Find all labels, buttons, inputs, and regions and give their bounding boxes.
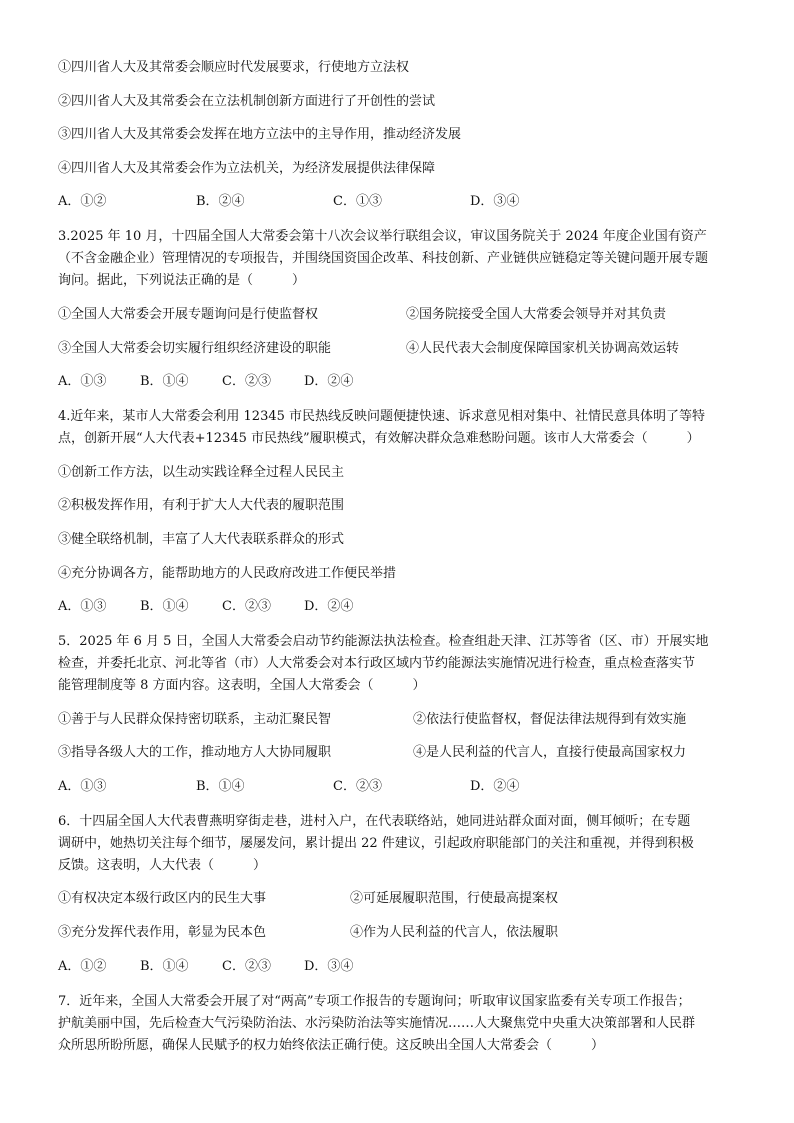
q6-option-4: ④作为人民利益的代言人，依法履职 <box>350 925 559 940</box>
q3-option-2: ②国务院接受全国人大常委会领导并对其负责 <box>406 307 667 322</box>
q2-answer-a: A．①② <box>58 194 107 209</box>
q5-answer-b: B．①④ <box>196 779 245 794</box>
q3-stem-line-1: 3.2025 年 10 月，十四届全国人大常委会第十八次会议举行联组会议，审议国务院关于 2024 年度企业国有资产 <box>58 229 707 244</box>
q2-answer-c: C．①③ <box>333 194 382 209</box>
q3-answer-d: D．②④ <box>304 374 354 389</box>
q3-stem-line-3: 询问。据此，下列说法正确的是（ ） <box>58 273 306 288</box>
q6-option-2: ②可延展履职范围，行使最高提案权 <box>350 891 559 906</box>
q3-answer-a: A．①③ <box>58 374 107 389</box>
q6-stem-line-1: 6．十四届全国人大代表曹燕明穿街走巷，进村入户，在代表联络站，她同进站群众面对面，侧耳倾听；在专题 <box>58 814 691 829</box>
q2-option-4: ④四川省人大及其常委会作为立法机关，为经济发展提供法律保障 <box>58 161 436 176</box>
q7-stem-line-3: 众所思所盼所愿，确保人民赋予的权力始终依法正确行使。这反映出全国人大常委会（ ） <box>58 1038 605 1053</box>
q4-stem-line-1: 4.近年来，某市人大常委会利用 12345 市民热线反映问题便捷快速、诉求意见相对集中、社情民意具体明了等特 <box>58 409 706 424</box>
q5-option-2: ②依法行使监督权，督促法律法规得到有效实施 <box>413 712 687 727</box>
q3-stem-line-2: （不含金融企业）管理情况的专项报告，并围绕国资国企改革、科技创新、产业链供应链稳定等关键问题开展专题 <box>58 251 709 266</box>
q6-stem-line-2: 调研中，她热切关注每个细节，屡屡发问，累计提出 22 件建议，引起政府职能部门的关注和重视，并得到积极 <box>58 836 694 851</box>
q5-option-3: ③指导各级人大的工作，推动地方人大协同履职 <box>58 745 332 760</box>
q3-option-1: ①全国人大常委会开展专题询问是行使监督权 <box>58 307 319 322</box>
q4-stem-line-2: 点，创新开展“人大代表+12345 市民热线”履职模式，有效解决群众急难愁盼问题。该市人大常委会（ ） <box>58 431 700 446</box>
q2-answer-d: D．③④ <box>470 194 520 209</box>
q6-answer-d: D．③④ <box>304 959 354 974</box>
q5-option-1: ①善于与人民群众保持密切联系，主动汇聚民智 <box>58 712 332 727</box>
q6-answer-c: C．②③ <box>222 959 271 974</box>
q4-option-2: ②积极发挥作用，有利于扩大人大代表的履职范围 <box>58 498 345 513</box>
q6-answer-a: A．①② <box>58 959 107 974</box>
q5-option-4: ④是人民利益的代言人，直接行使最高国家权力 <box>413 745 687 760</box>
q5-answer-c: C．②③ <box>333 779 382 794</box>
q6-option-1: ①有权决定本级行政区内的民生大事 <box>58 891 267 906</box>
q3-answer-b: B．①④ <box>140 374 189 389</box>
q6-stem-line-3: 反馈。这表明，人大代表（ ） <box>58 858 267 873</box>
q5-answer-d: D．②④ <box>470 779 520 794</box>
q3-option-4: ④人民代表大会制度保障国家机关协调高效运转 <box>406 341 680 356</box>
q2-option-3: ③四川省人大及其常委会发挥在地方立法中的主导作用，推动经济发展 <box>58 127 462 142</box>
q2-option-2: ②四川省人大及其常委会在立法机制创新方面进行了开创性的尝试 <box>58 94 436 109</box>
q2-answer-b: B．②④ <box>196 194 245 209</box>
q4-option-3: ③健全联络机制，丰富了人大代表联系群众的形式 <box>58 532 345 547</box>
q4-option-1: ①创新工作方法，以生动实践诠释全过程人民民主 <box>58 465 345 480</box>
q4-answer-c: C．②③ <box>222 599 271 614</box>
q7-stem-line-2: 护航美丽中国，先后检查大气污染防治法、水污染防治法等实施情况……人大聚焦党中央重大决策部署和人民群 <box>58 1016 696 1031</box>
q6-option-3: ③充分发挥代表作用，彰显为民本色 <box>58 925 267 940</box>
q7-stem-line-1: 7．近年来，全国人大常委会开展了对“两高”专项工作报告的专题询问；听取审议国家监委有关专项工作报告； <box>58 994 691 1009</box>
q5-stem-line-1: 5．2025 年 6 月 5 日，全国人大常委会启动节约能源法执法检查。检查组赴天津、江苏等省（区、市）开展实地 <box>58 634 709 649</box>
q4-answer-d: D．②④ <box>304 599 354 614</box>
q5-answer-a: A．①③ <box>58 779 107 794</box>
q3-option-3: ③全国人大常委会切实履行组织经济建设的职能 <box>58 341 332 356</box>
q4-answer-a: A．①③ <box>58 599 107 614</box>
q3-answer-c: C．②③ <box>222 374 271 389</box>
q5-stem-line-3: 能管理制度等 8 方面内容。这表明，全国人大常委会（ ） <box>58 678 426 693</box>
q2-option-1: ①四川省人大及其常委会顺应时代发展要求，行使地方立法权 <box>58 60 410 75</box>
q4-answer-b: B．①④ <box>140 599 189 614</box>
q6-answer-b: B．①④ <box>140 959 189 974</box>
q5-stem-line-2: 检查，并委托北京、河北等省（市）人大常委会对本行政区域内节约能源法实施情况进行检查，重点检查落实节 <box>58 656 696 671</box>
q4-option-4: ④充分协调各方，能帮助地方的人民政府改进工作便民举措 <box>58 566 397 581</box>
